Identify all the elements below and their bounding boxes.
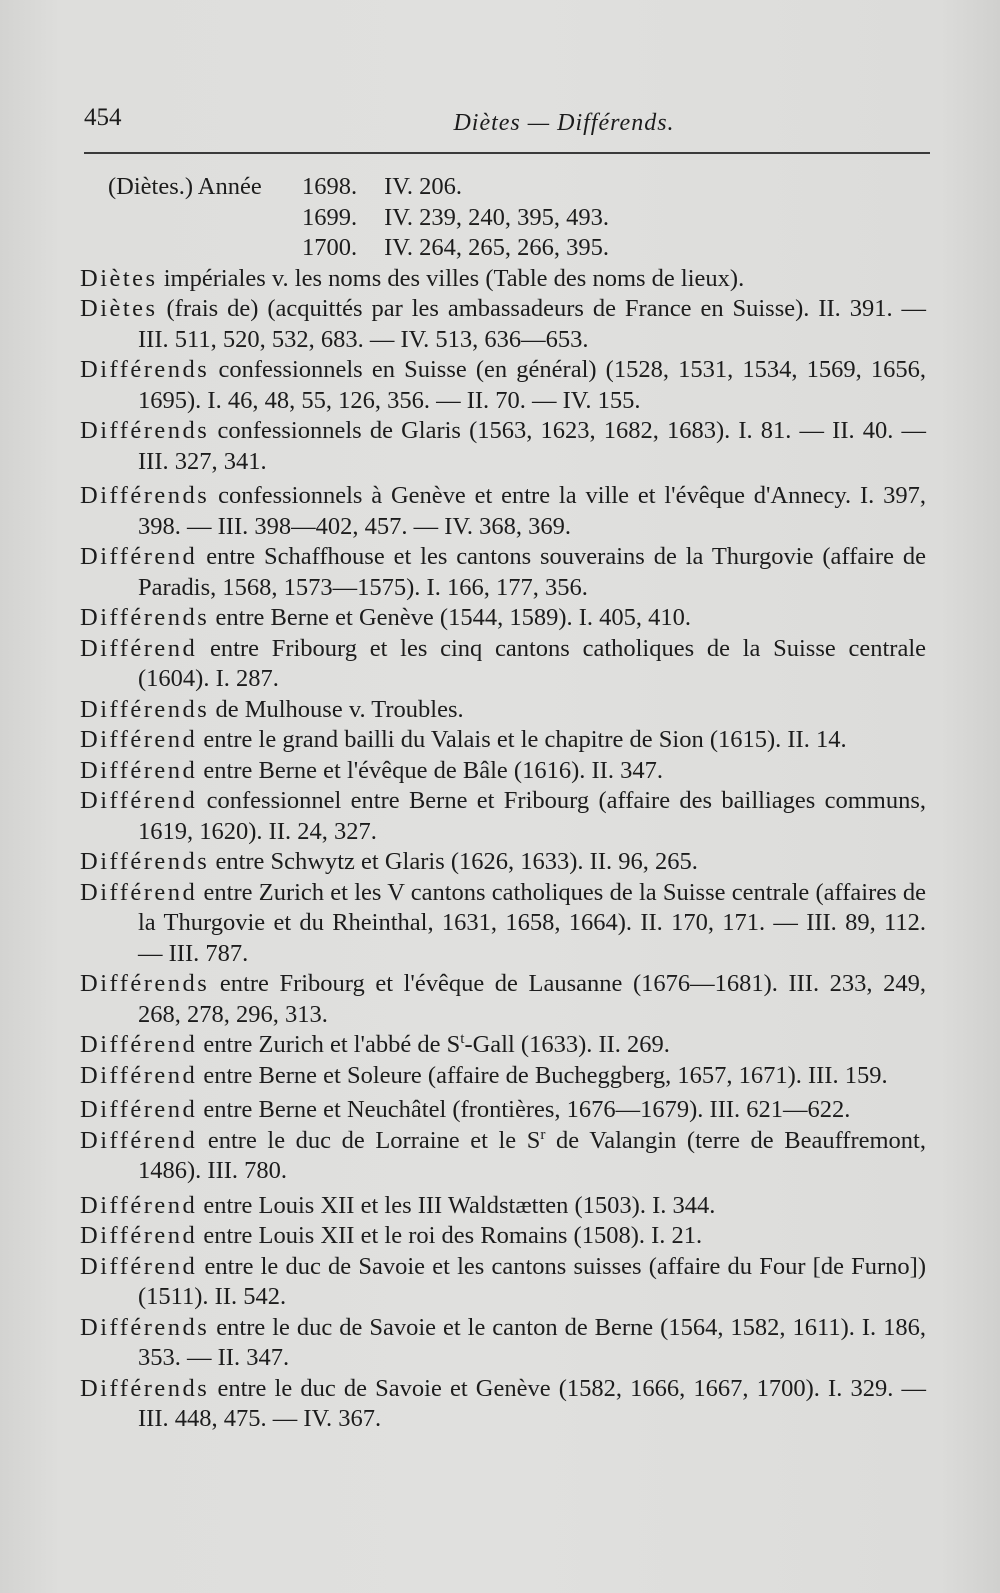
index-entry (80, 355, 926, 416)
header-rule (84, 152, 930, 154)
index-entry (80, 847, 926, 878)
entry-keyword: Différends (80, 482, 210, 509)
entry-text: confessionnel entre Berne et Fribourg (affaire des bailliages communs, 1619, 1620). II. 24, 327. (138, 787, 926, 845)
refs: IV. 239, 240, 395, 493. (384, 203, 609, 231)
entry-text: entre Berne et Soleure (affaire de Bucheggberg, 1657, 1671). III. 159. (197, 1061, 888, 1089)
index-entry (80, 725, 926, 756)
index-entry (80, 1252, 926, 1313)
entry-keyword: Différends (80, 356, 210, 383)
entry-text: entre Zurich et les V cantons catholiques de la Suisse centrale (affaires de la Thurgovie et du Rheinthal, 1631, 1658, 1664). II. 170, 171. — III. 89, 112. — III. 787. (138, 878, 926, 967)
entry-text: -Gall (1633). II. 269. (464, 1031, 670, 1058)
entry-keyword: Différend (80, 1222, 198, 1249)
entry-keyword: Différend (80, 1031, 198, 1058)
dietes-years-block (80, 172, 926, 264)
refs: IV. 264, 265, 266, 395. (384, 234, 609, 261)
index-entry (80, 878, 926, 970)
entry-keyword: Différend (80, 1061, 198, 1089)
entry-keyword: Différend (80, 1252, 198, 1280)
running-title: Diètes — Différends. (453, 110, 675, 136)
entry-text: entre le grand bailli du Valais et le chapitre de Sion (1615). II. 14. (197, 726, 847, 753)
entry-text: entre le duc de Savoie et le canton de Berne (1564, 1582, 1611). I. 186, 353. — II. 347. (138, 1313, 926, 1371)
entry-keyword: Différends (80, 1313, 210, 1341)
page-number: 454 (84, 104, 122, 131)
entry-text: entre le duc de Lorraine et le S (197, 1126, 541, 1154)
entry-keyword: Différend (80, 634, 198, 662)
entry-text: de Mulhouse v. Troubles. (209, 695, 464, 723)
entry-keyword: Différends (80, 1374, 210, 1402)
index-entry (80, 1374, 926, 1435)
entry-keyword: Différend (80, 878, 198, 906)
entry-keyword: Différend (80, 1126, 198, 1154)
year: 1698. (302, 173, 358, 200)
index-entry (80, 1030, 926, 1061)
index-entry (80, 264, 926, 295)
dietes-year-row (108, 203, 926, 234)
refs: IV. 206. (384, 173, 462, 200)
entry-text: de Valangin (terre de Beauffremont, 1486). III. 780. (138, 1126, 926, 1184)
entry-text: confessionnels à Genève et entre la ville et l'évêque d'Annecy. I. 397, 398. — III. 398—402, 457. — IV. 368, 369. (138, 482, 926, 540)
index-entry (80, 1095, 926, 1126)
index-entry (80, 756, 926, 787)
entry-text: entre Berne et Neuchâtel (frontières, 1676—1679). III. 621—622. (197, 1096, 851, 1123)
entry-keyword: Différend (80, 726, 198, 753)
index-entry (80, 603, 926, 634)
index-entry (80, 969, 926, 1030)
index-entry (80, 416, 926, 477)
dietes-year-row (108, 233, 926, 264)
index-entry (80, 481, 926, 542)
entry-text: confessionnels en Suisse (en général) (1528, 1531, 1534, 1569, 1656, 1695). I. 46, 48, 55, 126, 356. — II. 70. — IV. 155. (138, 356, 926, 414)
index-entry (80, 1191, 926, 1222)
entry-text: entre Louis XII et le roi des Romains (1508). I. 21. (197, 1222, 703, 1249)
entry-keyword: Différends (80, 417, 210, 444)
index-entry (80, 1061, 926, 1092)
index-entry (80, 1126, 926, 1187)
entry-keyword: Diètes (80, 264, 158, 292)
entry-text: entre le duc de Savoie et Genève (1582, 1666, 1667, 1700). I. 329. — III. 448, 475. — IV. 367. (138, 1374, 926, 1432)
entry-text: entre Fribourg et les cinq cantons catholiques de la Suisse centrale (1604). I. 287. (138, 634, 926, 692)
index-entry (80, 634, 926, 695)
entry-keyword: Différends (80, 848, 210, 875)
superscript: r (540, 1125, 546, 1143)
index-entry (80, 294, 926, 355)
entry-text: impériales v. les noms des villes (Table des noms de lieux). (157, 264, 745, 292)
year: 1699. (302, 203, 358, 231)
dietes-year-prefix: (Diètes.) Année (108, 173, 262, 200)
index-entry (80, 1221, 926, 1252)
entry-text: entre Schaffhouse et les cantons souverains de la Thurgovie (affaire de Paradis, 1568, 1573—1575). I. 166, 177, 356. (138, 543, 926, 601)
entry-keyword: Différends (80, 970, 210, 997)
entry-keyword: Différend (80, 1191, 198, 1219)
entry-text: entre Schwytz et Glaris (1626, 1633). II. 96, 265. (209, 848, 698, 875)
entry-text: confessionnels de Glaris (1563, 1623, 1682, 1683). I. 81. — II. 40. — III. 327, 341. (138, 417, 926, 475)
dietes-year-row (108, 172, 926, 203)
index-entry (80, 1313, 926, 1374)
entry-text: entre Fribourg et l'évêque de Lausanne (1676—1681). III. 233, 249, 268, 278, 296, 313. (138, 970, 926, 1028)
index-entry (80, 695, 926, 726)
page-header (84, 104, 928, 144)
entry-text: entre Zurich et l'abbé de S (197, 1031, 461, 1058)
entry-text: entre Berne et l'évêque de Bâle (1616). II. 347. (197, 756, 663, 784)
entry-keyword: Différend (80, 787, 198, 814)
index-content (80, 172, 926, 1435)
entry-keyword: Différend (80, 543, 198, 570)
entry-text: (frais de) (acquittés par les ambassadeurs de France en Suisse). II. 391. — III. 511, 520, 532, 683. — IV. 513, 636—653. (138, 295, 926, 353)
index-entry (80, 786, 926, 847)
entry-keyword: Différends (80, 604, 210, 631)
superscript: t (460, 1029, 465, 1047)
entry-keyword: Diètes (80, 295, 158, 322)
index-entry (80, 542, 926, 603)
entry-keyword: Différend (80, 1096, 198, 1123)
entry-keyword: Différends (80, 695, 210, 723)
entry-text: entre Louis XII et les III Waldstætten (1503). I. 344. (197, 1191, 716, 1219)
entry-text: entre Berne et Genève (1544, 1589). I. 405, 410. (209, 604, 692, 631)
entry-text: entre le duc de Savoie et les cantons suisses (affaire du Four [de Furno]) (1511). II. 542. (138, 1252, 926, 1310)
entry-keyword: Différend (80, 756, 198, 784)
year: 1700. (302, 234, 358, 261)
